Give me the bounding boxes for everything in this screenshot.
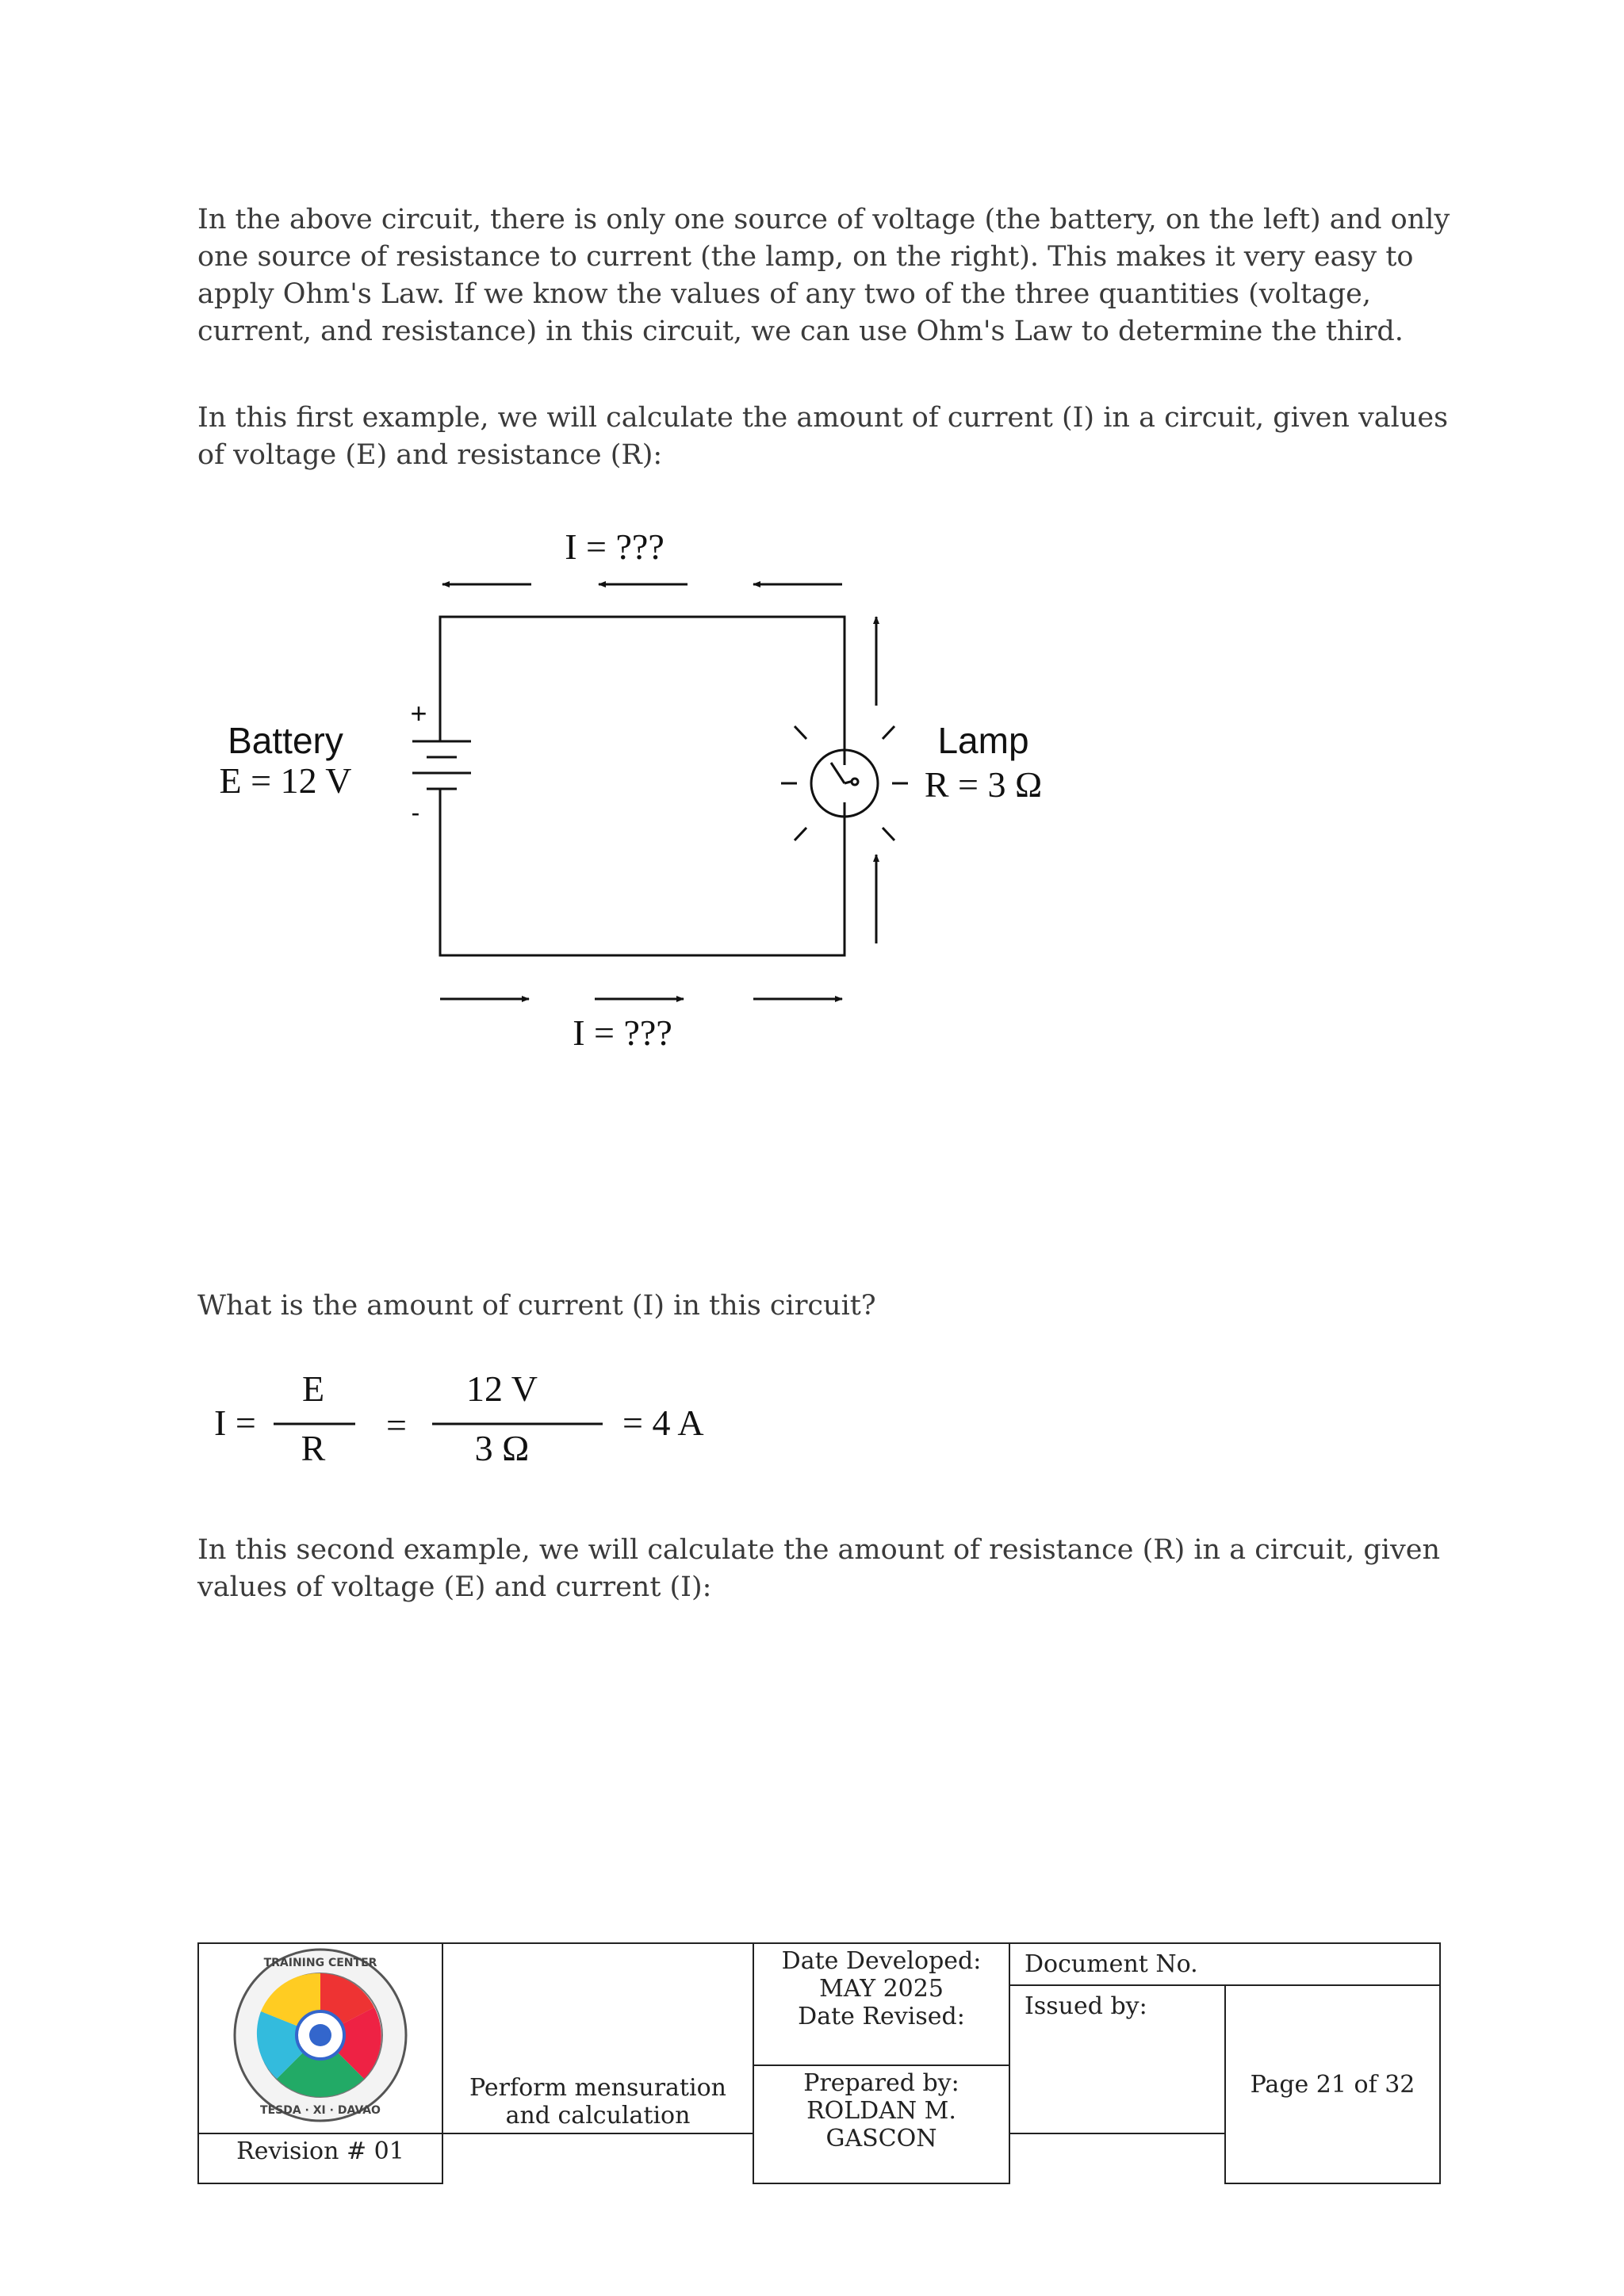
lamp-title: Lamp	[937, 720, 1029, 761]
prepared-by-name-line2: GASCON	[825, 2125, 937, 2152]
current-arrows	[440, 584, 876, 999]
lamp-value: R = 3 Ω	[924, 764, 1043, 805]
ohms-law-formula	[198, 1364, 753, 1483]
battery-symbol	[412, 674, 471, 797]
formula-denominator-1: R	[301, 1428, 326, 1468]
date-cell	[753, 1943, 1009, 2065]
formula-lhs: I =	[214, 1402, 256, 1443]
revision-number: Revision # 01	[236, 2137, 404, 2165]
logo-cell	[198, 1943, 442, 2133]
svg-text:TRAINING CENTER: TRAINING CENTER	[263, 1957, 377, 1969]
document-no-label: Document No.	[1025, 1950, 1198, 1978]
question-paragraph: What is the amount of current (I) in this circuit?	[197, 1290, 876, 1322]
module-title-line1: Perform mensuration	[469, 2074, 726, 2102]
formula-equals: =	[386, 1405, 407, 1445]
date-revised-label: Date Revised:	[798, 2003, 965, 2030]
module-title-cell	[442, 1943, 753, 2133]
module-title-line2: and calculation	[505, 2102, 691, 2130]
battery-value: E = 12 V	[219, 760, 352, 801]
issued-by-label: Issued by:	[1025, 1992, 1147, 2020]
prepared-by-label: Prepared by:	[803, 2069, 959, 2097]
training-center-logo	[229, 1944, 412, 2126]
document-no-cell	[1009, 1943, 1440, 1985]
prepared-by-name-line1: ROLDAN M.	[806, 2097, 956, 2125]
circuit-diagram	[198, 515, 1071, 1054]
current-label-top: I = ???	[565, 526, 665, 567]
battery-title: Battery	[228, 720, 343, 761]
current-label-bottom: I = ???	[573, 1012, 672, 1053]
battery-minus-sign: -	[411, 798, 420, 827]
date-developed-value: MAY 2025	[819, 1975, 944, 2003]
prepared-by-cell	[753, 2065, 1009, 2183]
document-footer-table	[197, 1942, 1441, 2184]
date-developed-label: Date Developed:	[781, 1947, 982, 1975]
circuit-wires	[440, 617, 845, 955]
example2-paragraph: In this second example, we will calculate the amount of resistance (R) in a circuit, given values of voltage (E) and current (I):	[197, 1534, 1441, 1603]
formula-denominator-2: 3 Ω	[474, 1428, 530, 1468]
example1-paragraph: In this first example, we will calculate the amount of current (I) in a circuit, given values of voltage (E) and resistance (R):	[197, 402, 1449, 471]
revision-cell	[198, 2133, 442, 2183]
page-cell	[1225, 1985, 1440, 2183]
battery-plus-sign: +	[410, 697, 427, 729]
page-number: Page 21 of 32	[1250, 2070, 1415, 2099]
formula-result: = 4 A	[622, 1402, 704, 1443]
intro-paragraph: In the above circuit, there is only one source of voltage (the battery, on the left) and only one source of resistance to current (the lamp, on the right). This makes it very easy to apply Ohm's Law. If we know the values of any two of the three quantities (voltage, current, and resistance) in this circuit, we can use Ohm's Law to determine the third.	[197, 204, 1450, 347]
svg-text:TESDA · XI · DAVAO: TESDA · XI · DAVAO	[260, 2104, 381, 2117]
issued-by-cell	[1009, 1985, 1225, 2133]
formula-numerator-1: E	[301, 1368, 325, 1409]
formula-numerator-2: 12 V	[466, 1368, 538, 1409]
